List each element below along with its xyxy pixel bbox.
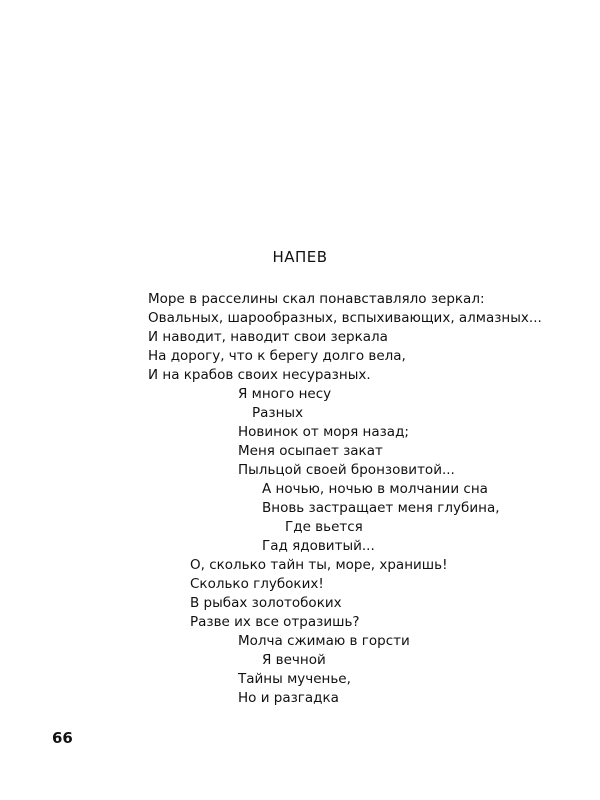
poem-line: Я вечной bbox=[262, 652, 326, 668]
poem-line: Пыльцой своей бронзовитой... bbox=[238, 462, 455, 478]
poem-line: Сколько глубоких! bbox=[190, 576, 324, 592]
poem-line: И наводит, наводит свои зеркала bbox=[148, 329, 388, 345]
poem-line: Молча сжимаю в горсти bbox=[238, 633, 410, 649]
poem-line: Разных bbox=[252, 405, 304, 421]
poem-line: Где вьется bbox=[285, 519, 363, 535]
poem-line: В рыбах золотобоких bbox=[190, 595, 342, 611]
poem-line: Я много несу bbox=[238, 386, 332, 402]
poem-line: На дорогу, что к берегу долго вела, bbox=[148, 348, 406, 364]
page-number: 66 bbox=[52, 729, 73, 747]
poem-line: О, сколько тайн ты, море, хранишь! bbox=[190, 557, 448, 573]
poem-line: Тайны мученье, bbox=[238, 671, 351, 687]
poem-line: Меня осыпает закат bbox=[238, 443, 383, 459]
poem-line: Вновь застращает меня глубина, bbox=[262, 500, 500, 516]
poem-line: Море в расселины скал понавставляло зеркал: bbox=[148, 291, 485, 307]
poem-line: Овальных, шарообразных, вспыхивающих, алмазных... bbox=[148, 310, 542, 326]
poem-line: Гад ядовитый... bbox=[262, 538, 375, 554]
poem-line: Разве их все отразишь? bbox=[190, 614, 360, 630]
poem-line: Но и разгадка bbox=[238, 690, 339, 706]
poem-line: И на крабов своих несуразных. bbox=[148, 367, 371, 383]
poem-title: НАПЕВ bbox=[272, 248, 328, 266]
poem-line: А ночью, ночью в молчании сна bbox=[262, 481, 488, 497]
poem-line: Новинок от моря назад; bbox=[238, 424, 409, 440]
